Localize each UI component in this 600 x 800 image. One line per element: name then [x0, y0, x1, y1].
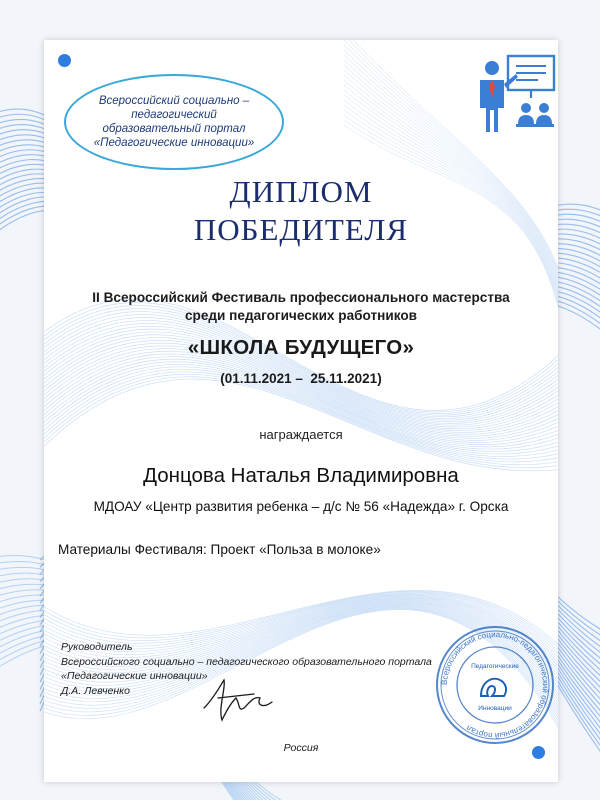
- recipient-organization: МДОАУ «Центр развития ребенка – д/с № 56 «Надежда» г. Орска: [93, 499, 509, 514]
- handwritten-signature: [194, 668, 294, 728]
- festival-materials: Материалы Фестиваля: Проект «Польза в молоке»: [58, 542, 381, 557]
- festival-line-2: среди педагогических работников: [184, 308, 418, 323]
- diploma-title-line-2: ПОБЕДИТЕЛЯ: [193, 212, 409, 247]
- signatory-name: Д.А. Левченко: [61, 684, 130, 697]
- seal-top-text: Педагогические: [471, 663, 519, 670]
- presenter-at-board-icon: [468, 50, 558, 146]
- festival-line-1: II Всероссийский Фестиваль профессионального мастерства: [92, 290, 510, 305]
- signatory-organization: Всероссийского социально – педагогического образовательного портала: [61, 655, 432, 668]
- portal-name-oval: [64, 74, 284, 170]
- signatory-portal: «Педагогические инновации»: [61, 670, 208, 682]
- diploma-title-line-1: ДИПЛОМ: [229, 174, 373, 209]
- seal-emblem-icon: [481, 679, 506, 696]
- seal-ring-text: Всероссийский социально-педагогический образовательный портал: [439, 629, 551, 741]
- signatory-role: Руководитель: [61, 641, 133, 653]
- country-label: Россия: [283, 742, 319, 754]
- portal-line-3: «Педагогические инновации»: [93, 137, 255, 149]
- portal-name: [74, 94, 274, 150]
- festival-name: «ШКОЛА БУДУЩЕГО»: [187, 336, 415, 359]
- portal-line-2: образовательный портал: [102, 123, 246, 135]
- seal-bottom-text: Инновации: [478, 705, 512, 712]
- recipient-name: Донцова Наталья Владимировна: [143, 464, 459, 487]
- corner-dot-top-left: [58, 54, 71, 67]
- diploma-page: [44, 40, 558, 782]
- festival-dates: (01.11.2021 – 25.11.2021): [220, 371, 382, 386]
- portal-line-1: Всероссийский социально – педагогический: [98, 95, 250, 121]
- round-portal-seal: [434, 624, 556, 746]
- awarded-label: награждается: [259, 427, 343, 442]
